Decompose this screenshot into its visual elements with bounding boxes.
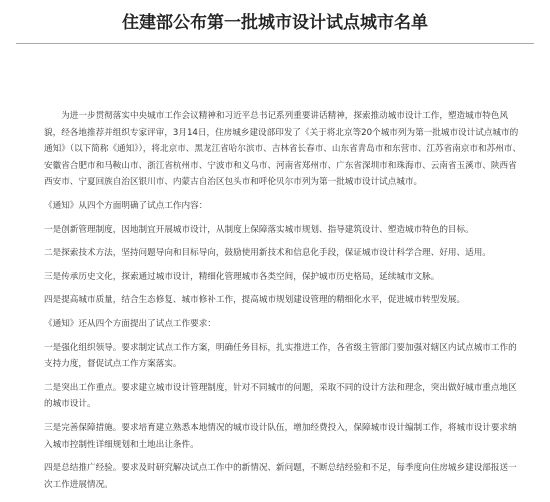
article-body bbox=[44, 108, 524, 493]
content-item-1: 一是创新管理制度，因地制宜开展城市设计，从制度上保障落实城市规划、指导建筑设计、塑造城市特色的目标。 bbox=[44, 224, 474, 235]
content-heading: 《通知》从四个方面明确了试点工作内容： bbox=[44, 200, 208, 211]
requirement-item-3: 三是完善保障措施。要求培育建立熟悉本地情况的城市设计队伍，增加经费投入，保障城市设计编制工作，将城市设计要求纳入城市控制性详细规划和土地出让条件。 bbox=[44, 422, 517, 450]
content-item-3: 三是传承历史文化，探索通过城市设计，精细化管理城市各类空间，保护城市历史格局，延续城市文脉。 bbox=[44, 271, 440, 282]
requirement-item-1: 一是强化组织领导。要求制定试点工作方案，明确任务目标，扎实推进工作，各省级主管部门要加强对辖区内试点城市工作的支持力度，督促试点工作方案落实。 bbox=[44, 342, 517, 370]
page-title: 住建部公布第一批城市设计试点城市名单 bbox=[122, 13, 428, 33]
intro-paragraph: 为进一步贯彻落实中央城市工作会议精神和习近平总书记系列重要讲话精神，探索推动城市设计工作，塑造城市特色风貌，经各地推荐并组织专家评审，3月14日，住房城乡建设部印发了《关于将北京等20个城市列为第一批城市设计试点城市的通知》（以下简称《通知》），将北京市、黑龙江省哈尔滨市、吉林省长春市、山东省青岛市和东营市、江苏省南京市和苏州市、安徽省合肥市和马鞍山市、浙江省杭州市、宁波市和义乌市、河南省郑州市、广东省深圳市和珠海市、云南省玉溪市、陕西省西安市、宁夏回族自治区银川市、内蒙古自治区包头市和呼伦贝尔市列为第一批城市设计试点城市。 bbox=[44, 111, 521, 188]
requirement-item-4: 四是总结推广经验。要求及时研究解决试点工作中的新情况、新问题，不断总结经验和不足，每季度向住房城乡建设部报送一次工作进展情况。 bbox=[44, 463, 517, 490]
requirement-item-2: 二是突出工作重点。要求建立城市设计管理制度，针对不同城市的问题，采取不同的设计方法和理念，突出做好城市重点地区的城市设计。 bbox=[44, 382, 517, 410]
requirements-heading: 《通知》还从四个方面提出了试点工作要求： bbox=[44, 318, 216, 329]
title-divider bbox=[16, 43, 534, 44]
content-item-2: 二是探索技术方法，坚持问题导向和目标导向，鼓励使用新技术和信息化手段，保证城市设计科学合理、好用、适用。 bbox=[44, 248, 491, 259]
content-item-4: 四是提高城市质量，结合生态修复、城市修补工作，提高城市规划建设管理的精细化水平，促进城市转型发展。 bbox=[44, 295, 466, 306]
